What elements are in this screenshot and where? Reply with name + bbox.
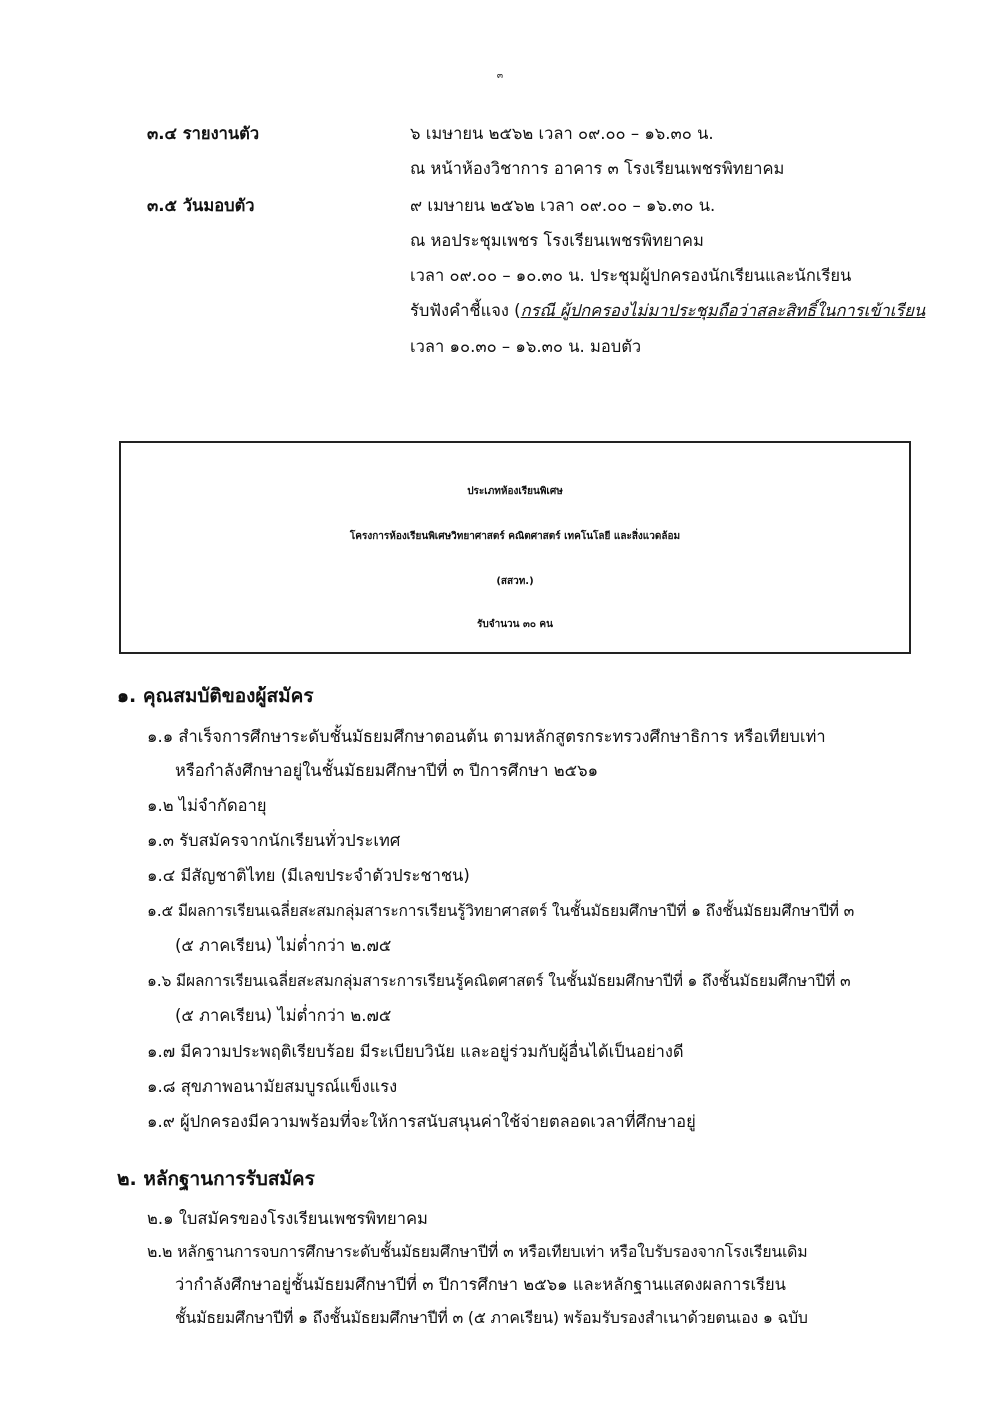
- schedule-3-5-label: ๓.๕ วันมอบตัว: [147, 196, 255, 215]
- section-1-heading: ๑. คุณสมบัติของผู้สมัคร: [117, 685, 314, 707]
- forfeit-note: กรณี ผู้ปกครองไม่มาประชุมถือว่าสละสิทธิ์ในการเข้าเรียน: [520, 301, 926, 320]
- program-abbreviation: (สสวท.): [496, 576, 534, 587]
- schedule-3-5-line: ณ หอประชุมเพชร โรงเรียนเพชรพิทยาคม: [410, 231, 704, 250]
- qualification-item: ๑.๖ มีผลการเรียนเฉลี่ยสะสมกลุ่มสาระการเรียนรู้คณิตศาสตร์ ในชั้นมัธยมศึกษาปีที่ ๑ ถึงชั้นมัธยมศึกษาปีที่ ๓: [147, 972, 851, 990]
- program-title-box: [119, 441, 911, 654]
- schedule-3-5-line: ๙ เมษายน ๒๕๖๒ เวลา ๐๙.๐๐ – ๑๖.๓๐ น.: [410, 196, 716, 215]
- schedule-3-5-line4-prefix: รับฟังคำชี้แจง (: [410, 301, 521, 320]
- qualification-item: ๑.๔ มีสัญชาติไทย (มีเลขประจำตัวประชาชน): [147, 866, 470, 885]
- section-2-heading: ๒. หลักฐานการรับสมัคร: [117, 1168, 315, 1190]
- evidence-item: ๒.๑ ใบสมัครของโรงเรียนเพชรพิทยาคม: [147, 1209, 428, 1228]
- qualification-item: ๑.๙ ผู้ปกครองมีความพร้อมที่จะให้การสนับสนุนค่าใช้จ่ายตลอดเวลาที่ศึกษาอยู่: [147, 1112, 696, 1131]
- evidence-item-continued: ว่ากำลังศึกษาอยู่ชั้นมัธยมศึกษาปีที่ ๓ ปีการศึกษา ๒๕๖๑ และหลักฐานแสดงผลการเรียน: [175, 1275, 786, 1294]
- program-name: โครงการห้องเรียนพิเศษวิทยาศาสตร์ คณิตศาสตร์ เทคโนโลยี และสิ่งแวดล้อม: [349, 531, 681, 542]
- schedule-3-5-line: เวลา ๐๙.๐๐ – ๑๐.๓๐ น. ประชุมผู้ปกครองนักเรียนและนักเรียน: [410, 266, 852, 285]
- schedule-3-4-label: ๓.๔ รายงานตัว: [147, 124, 260, 143]
- qualification-item-continued: (๕ ภาคเรียน) ไม่ต่ำกว่า ๒.๗๕: [175, 936, 392, 955]
- qualification-item: ๑.๒ ไม่จำกัดอายุ: [147, 796, 267, 815]
- qualification-item: ๑.๓ รับสมัครจากนักเรียนทั่วประเทศ: [147, 831, 401, 850]
- qualification-item: ๑.๗ มีความประพฤติเรียบร้อย มีระเบียบวินัย และอยู่ร่วมกับผู้อื่นได้เป็นอย่างดี: [147, 1042, 684, 1061]
- schedule-3-4-line: ๖ เมษายน ๒๕๖๒ เวลา ๐๙.๐๐ – ๑๖.๓๐ น.: [410, 124, 714, 143]
- program-quota: รับจำนวน ๓๐ คน: [477, 619, 553, 630]
- evidence-item-continued: ชั้นมัธยมศึกษาปีที่ ๑ ถึงชั้นมัธยมศึกษาปีที่ ๓ (๕ ภาคเรียน) พร้อมรับรองสำเนาด้วยตนเอง ๑ ฉบับ: [175, 1308, 808, 1327]
- schedule-3-4-line: ณ หน้าห้องวิชาการ อาคาร ๓ โรงเรียนเพชรพิทยาคม: [410, 159, 785, 178]
- qualification-item-continued: หรือกำลังศึกษาอยู่ในชั้นมัธยมศึกษาปีที่ ๓ ปีการศึกษา ๒๕๖๑: [175, 761, 599, 780]
- page-number: ๓: [496, 71, 504, 81]
- evidence-item: ๒.๒ หลักฐานการจบการศึกษาระดับชั้นมัธยมศึกษาปีที่ ๓ หรือเทียบเท่า หรือใบรับรองจากโรงเรียนเดิม: [147, 1242, 808, 1261]
- schedule-3-5-line: เวลา ๑๐.๓๐ – ๑๖.๓๐ น. มอบตัว: [410, 337, 642, 356]
- program-type-title: ประเภทห้องเรียนพิเศษ: [467, 486, 563, 497]
- schedule-3-5-line: [410, 299, 925, 323]
- qualification-item: ๑.๘ สุขภาพอนามัยสมบูรณ์แข็งแรง: [147, 1077, 398, 1096]
- qualification-item-continued: (๕ ภาคเรียน) ไม่ต่ำกว่า ๒.๗๕: [175, 1006, 392, 1025]
- qualification-item: ๑.๑ สำเร็จการศึกษาระดับชั้นมัธยมศึกษาตอนต้น ตามหลักสูตรกระทรวงศึกษาธิการ หรือเทียบเท่า: [147, 727, 826, 746]
- qualification-item: ๑.๕ มีผลการเรียนเฉลี่ยสะสมกลุ่มสาระการเรียนรู้วิทยาศาสตร์ ในชั้นมัธยมศึกษาปีที่ ๑ ถึงชั้นมัธยมศึกษาปีที่ ๓: [147, 902, 855, 920]
